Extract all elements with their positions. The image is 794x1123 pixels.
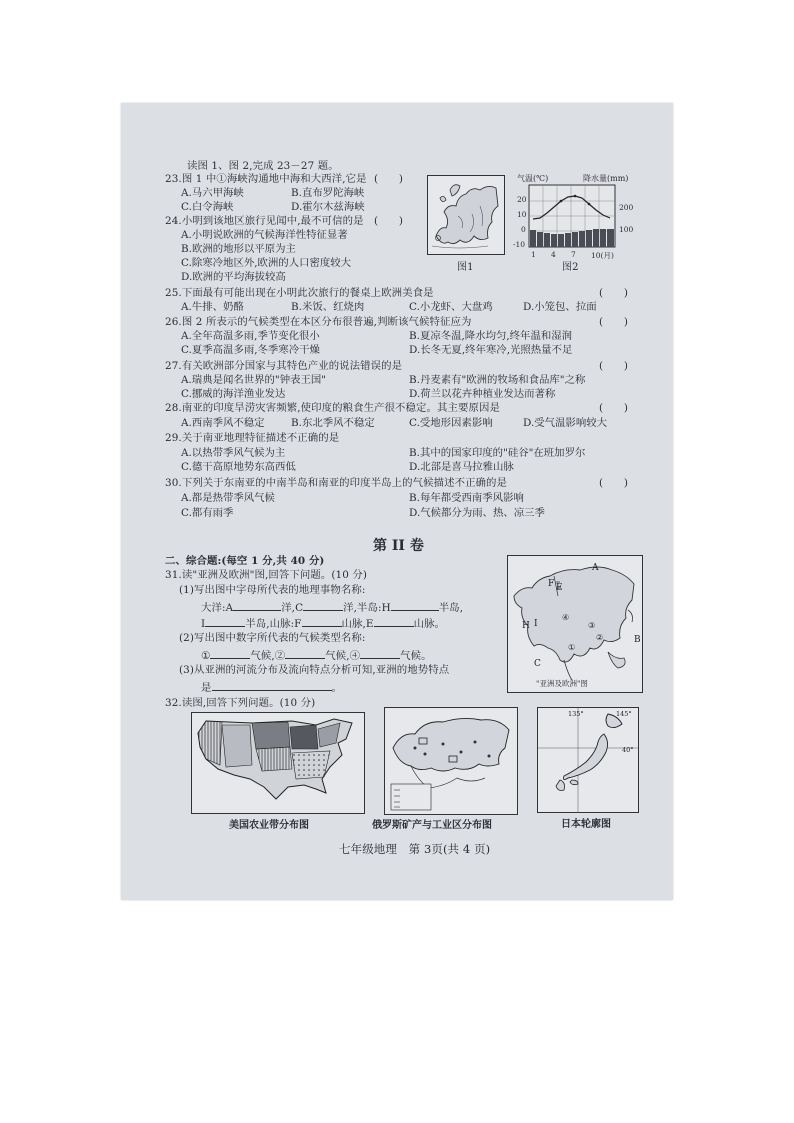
svg-text:40°: 40°: [622, 746, 634, 754]
q24-option-d[interactable]: D.欧洲的平均海拔较高: [181, 271, 286, 283]
q27-option-d[interactable]: D.荷兰以花卉种植业发达而著称: [409, 388, 556, 400]
q23-option-c[interactable]: C.白令海峡: [181, 201, 234, 213]
q30-answer-paren[interactable]: ( ): [599, 477, 628, 489]
svg-text:C: C: [534, 659, 541, 669]
q28-answer-paren[interactable]: ( ): [599, 402, 628, 414]
q31-blank-a[interactable]: [233, 600, 281, 611]
figure2-caption: 图2: [562, 262, 579, 273]
figure2-x-tick-4: 4: [551, 250, 556, 259]
q31-label-e-end: 山脉。: [413, 618, 446, 630]
q23-option-b[interactable]: B.直布罗陀海峡: [291, 187, 365, 199]
q27-stem: 27.有关欧洲部分国家与其特色产业的说法错误的是: [165, 360, 403, 372]
q26-answer-paren[interactable]: ( ): [599, 316, 628, 328]
q31-blank-c[interactable]: [303, 600, 343, 611]
q26-option-a[interactable]: A.全年高温多雨,季节变化很小: [181, 330, 320, 342]
q30-stem: 30.下列关于东南亚的中南半岛和南亚的印度半岛上的气候描述不正确的是: [165, 477, 508, 489]
q31-label-h: 洋,半岛:H: [343, 602, 391, 614]
figure2-left-tick-10: 10: [517, 210, 527, 219]
q28-stem: 28.南亚的印度旱涝灾害频繁,使印度的粮食生产很不稳定。其主要原因是: [165, 402, 500, 414]
q31-sub3: (3)从亚洲的河流分布及流向特点分析可知,亚洲的地势特点: [179, 664, 450, 676]
page-footer: 七年级地理 第 3页(共 4 页): [339, 842, 491, 856]
russia-industry-map-graphic: [385, 708, 517, 814]
q29-option-d[interactable]: D.北部是喜马拉雅山脉: [409, 461, 514, 473]
figure2-left-tick-20: 20: [517, 195, 527, 204]
q31-label-2: 气候,②: [250, 650, 286, 662]
q31-blank-terrain[interactable]: [212, 680, 332, 691]
europe-map-graphic: [428, 176, 504, 254]
figure2-left-tick-neg10: -10: [513, 240, 526, 249]
q31-label-4: 气候,④: [325, 650, 361, 662]
asia-europe-map-graphic: [508, 556, 642, 692]
q26-option-b[interactable]: B.夏凉冬温,降水均匀,终年温和湿润: [409, 330, 573, 342]
q31-fill-line-c: [201, 648, 432, 663]
q31-blank-2[interactable]: [285, 648, 325, 659]
svg-text:E: E: [556, 583, 563, 593]
asia-europe-map: [507, 555, 643, 693]
q27-answer-paren[interactable]: ( ): [599, 360, 628, 372]
figure2-right-axis-label: 降水量(mm): [583, 174, 629, 183]
q29-option-c[interactable]: C.德干高原地势东高西低: [181, 461, 296, 473]
q31-label-e: 山脉,E: [341, 618, 374, 630]
svg-text:I: I: [534, 619, 538, 629]
q24-stem: 24.小明到该地区旅行见闻中,最不可信的是: [165, 215, 364, 227]
figure2-left-tick-0: 0: [521, 225, 526, 234]
q31-blank-f[interactable]: [302, 616, 342, 627]
q25-answer-paren[interactable]: ( ): [599, 287, 628, 299]
q31-blank-e[interactable]: [374, 616, 414, 627]
q31-label-4-end: 气候。: [400, 650, 432, 662]
q28-option-d[interactable]: D.受气温影响较大: [523, 417, 607, 429]
q26-option-c[interactable]: C.夏季高温多雨,冬季寒冷干燥: [181, 344, 320, 356]
q28-option-b[interactable]: B.东北季风不稳定: [291, 417, 375, 429]
q25-option-d[interactable]: D.小笼包、拉面: [523, 301, 597, 313]
figure2-climate-chart: [509, 173, 643, 265]
us-agriculture-map-caption: 美国农业带分布图: [229, 820, 309, 831]
svg-text:145°: 145°: [616, 710, 632, 718]
figure2-x-tick-1: 1: [531, 250, 536, 259]
q25-option-a[interactable]: A.牛排、奶酪: [181, 301, 244, 313]
svg-text:B: B: [634, 635, 641, 645]
q28-option-a[interactable]: A.西南季风不稳定: [181, 417, 265, 429]
q31-label-a: 大洋:A: [201, 602, 234, 614]
japan-outline-map-graphic: [538, 708, 638, 812]
q30-option-d[interactable]: D.气候都分为雨、热、凉三季: [409, 507, 545, 519]
section2-header: 二、综合题:(每空 1 分,共 40 分): [165, 555, 325, 567]
japan-outline-map: [537, 707, 639, 813]
q27-option-a[interactable]: A.瑞典是闻名世界的"钟表王国": [181, 374, 327, 386]
japan-outline-map-caption: 日本轮廓图: [561, 819, 611, 830]
q30-option-b[interactable]: B.每年都受西南季风影响: [409, 492, 524, 504]
q31-blank-4[interactable]: [360, 648, 400, 659]
q29-option-b[interactable]: B.其中的国家印度的"硅谷"在班加罗尔: [409, 447, 586, 459]
q31-fill-line-a: [201, 600, 463, 615]
q25-stem: 25.下面最有可能出现在小明此次旅行的餐桌上欧洲美食是: [165, 287, 434, 299]
q23-option-a[interactable]: A.马六甲海峡: [181, 187, 244, 199]
asia-europe-map-caption: "亚洲及欧洲"图: [536, 679, 588, 688]
russia-industry-map: [384, 707, 518, 815]
figure2-right-tick-100: 100: [619, 225, 634, 234]
figure1-caption: 图1: [457, 262, 474, 273]
part2-title: 第 II 卷: [373, 538, 424, 554]
q31-label-i: I: [201, 618, 206, 630]
figure2-x-tick-7: 7: [571, 250, 576, 259]
q25-option-b[interactable]: B.米饭、红烧肉: [291, 301, 365, 313]
q32-stem: 32.读图,回答下列问题。(10 分): [165, 697, 316, 709]
q31-label-f: 半岛,山脉:F: [245, 618, 302, 630]
q31-sub2: (2)写出图中数字所代表的气候类型名称:: [179, 632, 366, 644]
q24-answer-paren[interactable]: ( ): [374, 215, 403, 227]
svg-text:①: ①: [568, 643, 576, 652]
q31-label-h-end: 半岛,: [438, 602, 464, 614]
svg-text:135°: 135°: [568, 710, 584, 718]
q29-stem: 29.关于南亚地理特征描述不正确的是: [165, 432, 340, 444]
q23-stem: 23.图 1 中①海峡沟通地中海和大西洋,它是: [165, 173, 367, 185]
q27-option-b[interactable]: B.丹麦素有"欧洲的牧场和食品库"之称: [409, 374, 586, 386]
svg-text:④: ④: [562, 613, 570, 622]
q31-fill-line-b: [201, 616, 445, 631]
figure2-left-axis-label: 气温(℃): [517, 174, 549, 183]
svg-text:②: ②: [596, 633, 604, 642]
q29-option-a[interactable]: A.以热带季风气候为主: [181, 447, 286, 459]
q24-option-a[interactable]: A.小明说欧洲的气候海洋性特征显著: [181, 229, 348, 241]
q27-option-c[interactable]: C.挪威的海洋渔业发达: [181, 388, 286, 400]
figure2-right-tick-200: 200: [619, 203, 634, 212]
q26-option-d[interactable]: D.长冬无夏,终年寒冷,光照热量不足: [409, 344, 573, 356]
figure1-europe-map: [427, 175, 505, 255]
q31-sub1: (1)写出图中字母所代表的地理事物名称:: [179, 584, 366, 596]
svg-text:③: ③: [588, 621, 596, 630]
q23-answer-paren[interactable]: ( ): [374, 173, 403, 185]
figure2-plot: [509, 173, 643, 265]
q30-option-a[interactable]: A.都是热带季风气候: [181, 492, 275, 504]
intro-text: 读图 1、图 2,完成 23－27 题。: [187, 160, 339, 172]
q31-blank-1[interactable]: [210, 648, 250, 659]
russia-industry-map-caption: 俄罗斯矿产与工业区分布图: [372, 820, 492, 831]
svg-text:F: F: [548, 579, 555, 589]
q25-option-c[interactable]: C.小龙虾、大盘鸡: [409, 301, 493, 313]
q31-fill-line-d: [201, 680, 342, 695]
q31-label-end: 。: [331, 682, 342, 694]
svg-text:H: H: [522, 621, 530, 631]
exam-page: [121, 103, 673, 900]
q31-blank-i[interactable]: [205, 616, 245, 627]
q24-option-c[interactable]: C.除寒冷地区外,欧洲的人口密度较大: [181, 257, 352, 269]
q23-option-d[interactable]: D.霍尔木兹海峡: [291, 201, 365, 213]
q31-label-shi: 是: [201, 682, 212, 694]
q31-stem: 31.读"亚洲及欧洲"图,回答下问题。(10 分): [165, 569, 367, 581]
us-agriculture-map-graphic: [192, 713, 364, 813]
q31-label-1: ①: [201, 650, 211, 662]
q30-option-c[interactable]: C.都有雨季: [181, 507, 234, 519]
q26-stem: 26.图 2 所表示的气候类型在本区分布很普遍,判断该气候特征应为: [165, 316, 472, 328]
q28-option-c[interactable]: C.受地形因素影响: [409, 417, 493, 429]
svg-text:A: A: [592, 563, 599, 573]
us-agriculture-map: [191, 712, 365, 814]
q31-label-c: 洋,C: [281, 602, 304, 614]
q24-option-b[interactable]: B.欧洲的地形以平原为主: [181, 243, 296, 255]
figure2-x-tick-10: 10(月): [591, 251, 614, 260]
q31-blank-h[interactable]: [391, 600, 439, 611]
